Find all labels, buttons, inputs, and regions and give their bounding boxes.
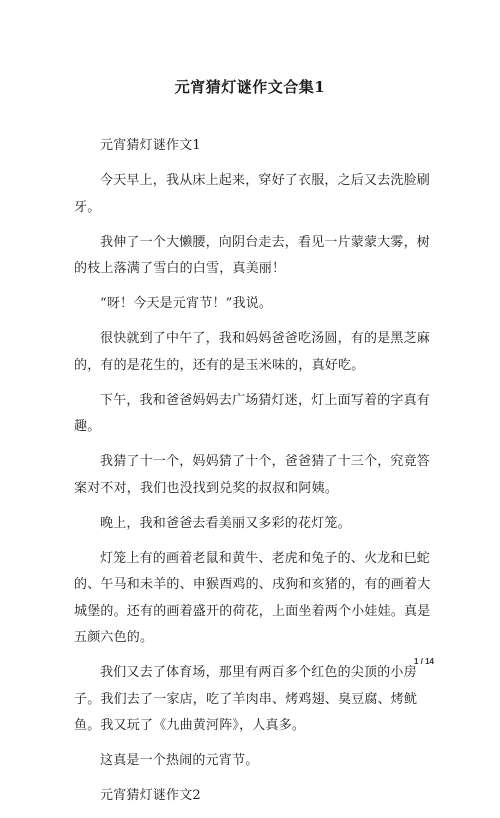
paragraph: 下午，我和爸爸妈妈去广场猜灯迷，灯上面写着的字真有趣。 — [74, 392, 431, 434]
page-number: 1 / 14 — [413, 657, 434, 666]
section-heading: 元宵猜灯谜作文1 — [100, 138, 201, 153]
paragraph: 我们又去了体育场，那里有两百多个红色的尖顶的小房子。我们去了一家店，吃了羊肉串、烤鸡翅、臭豆腐、烤鱿鱼。我又玩了《九曲黄河阵》，人真多。 — [74, 665, 418, 733]
paragraph: 很快就到了中午了，我和妈妈爸爸吃汤圆，有的是黑芝麻的，有的是花生的，还有的是玉米味的，真好吃。 — [74, 331, 431, 373]
paragraph: 我伸了一个大懒腰，向阴台走去，看见一片蒙蒙大雾，树的枝上落满了雪白的白雪，真美丽！ — [74, 234, 431, 276]
paragraph: “呀！今天是元宵节！”我说。 — [100, 296, 273, 311]
paragraph: 晚上，我和爸爸去看美丽又多彩的花灯笼。 — [100, 515, 351, 531]
paragraph: 我猜了十一个，妈妈猜了十个，爸爸猜了十三个，究竟答案对不对，我们也没找到兑奖的叔叔和阿姨。 — [74, 454, 431, 496]
document-title: 元宵猜灯谜作文合集1 — [174, 78, 326, 96]
paragraph: 这真是一个热闹的元宵节。 — [100, 753, 259, 768]
paragraph: 今天早上，我从床上起来，穿好了衣服，之后又去洗脸刷牙。 — [74, 173, 431, 215]
document-body — [74, 133, 432, 818]
paragraph: 灯笼上有的画着老鼠和黄牛、老虎和兔子的、火龙和巳蛇的、午马和未羊的、申猴酉鸡的、戌狗和亥猪的，有的画着大城堡的。还有的画着盛开的荷花，上面坐着两个小娃娃。真是五颜六色的。 — [74, 550, 431, 645]
section-heading: 元宵猜灯谜作文2 — [100, 788, 201, 803]
